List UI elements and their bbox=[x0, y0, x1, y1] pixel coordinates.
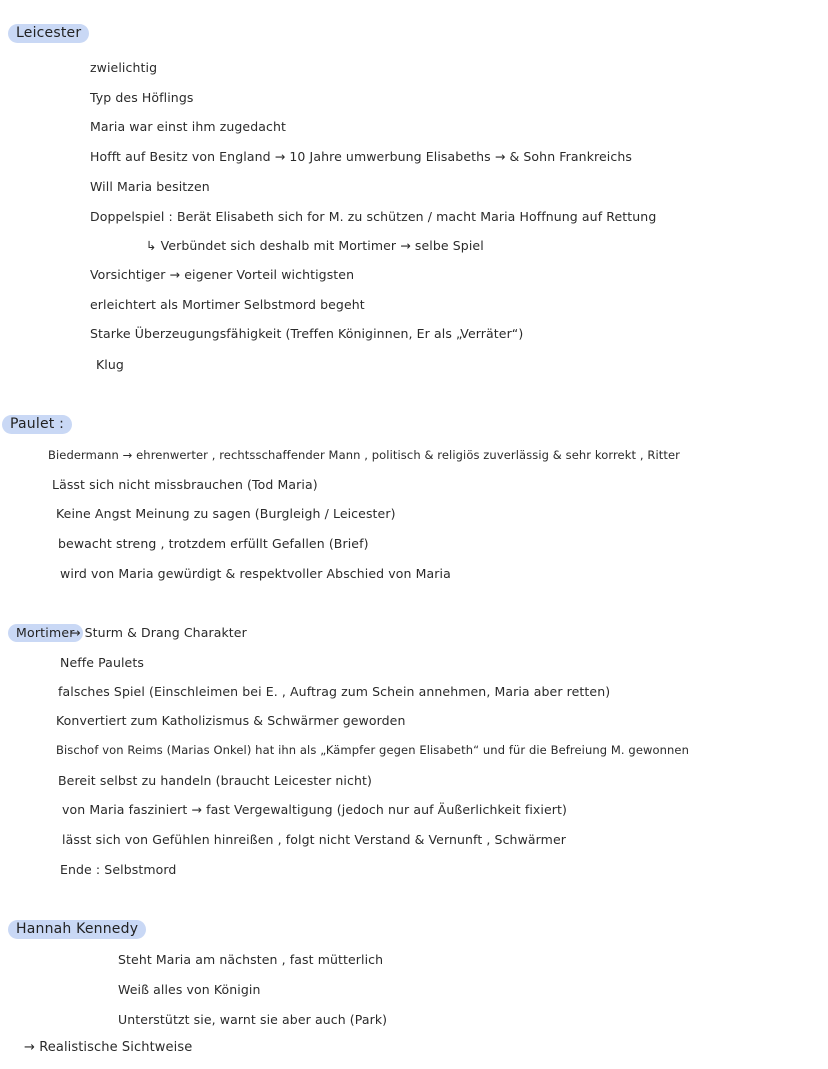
mortimer-line: Konvertiert zum Katholizismus & Schwärmer geworden bbox=[56, 713, 406, 728]
mortimer-line: von Maria fasziniert → fast Vergewaltigung (jedoch nur auf Äußerlichkeit fixiert) bbox=[62, 802, 567, 817]
paulet-line: Keine Angst Meinung zu sagen (Burgleigh / Leicester) bbox=[56, 506, 396, 521]
section-heading-hannah-kennedy: Hannah Kennedy bbox=[8, 920, 146, 939]
leicester-line: Will Maria besitzen bbox=[90, 179, 210, 194]
paulet-line: Lässt sich nicht missbrauchen (Tod Maria) bbox=[52, 477, 318, 492]
paulet-line: wird von Maria gewürdigt & respektvoller Abschied von Maria bbox=[60, 566, 451, 581]
hannah-line: Unterstützt sie, warnt sie aber auch (Park) bbox=[118, 1012, 388, 1027]
mortimer-line: Bischof von Reims (Marias Onkel) hat ihn als „Kämpfer gegen Elisabeth“ und für die Befreiung M. gewonnen bbox=[56, 743, 689, 757]
hannah-conclusion: → Realistische Sichtweise bbox=[24, 1040, 193, 1055]
hannah-line: Weiß alles von Königin bbox=[118, 982, 261, 997]
mortimer-line: lässt sich von Gefühlen hinreißen , folgt nicht Verstand & Vernunft , Schwärmer bbox=[62, 832, 566, 847]
leicester-line: zwielichtig bbox=[90, 60, 158, 75]
leicester-line: Starke Überzeugungsfähigkeit (Treffen Königinnen, Er als „Verräter“) bbox=[90, 326, 524, 341]
leicester-line: Klug bbox=[96, 357, 124, 372]
leicester-line: Maria war einst ihm zugedacht bbox=[90, 119, 287, 134]
mortimer-line: falsches Spiel (Einschleimen bei E. , Auftrag zum Schein annehmen, Maria aber retten) bbox=[58, 684, 611, 699]
section-heading-leicester: Leicester bbox=[8, 24, 89, 43]
section-heading-mortimer: Mortimer bbox=[8, 624, 83, 642]
leicester-line: Hofft auf Besitz von England → 10 Jahre umwerbung Elisabeths → & Sohn Frankreichs bbox=[90, 149, 632, 164]
paulet-line: bewacht streng , trotzdem erfüllt Gefallen (Brief) bbox=[58, 536, 369, 551]
mortimer-line: Ende : Selbstmord bbox=[60, 862, 177, 877]
leicester-subline: ↳ Verbündet sich deshalb mit Mortimer → selbe Spiel bbox=[146, 238, 484, 253]
mortimer-line: Bereit selbst zu handeln (braucht Leicester nicht) bbox=[58, 773, 372, 788]
paulet-line: Biedermann → ehrenwerter , rechtsschaffender Mann , politisch & religiös zuverlässig & sehr korrekt , Ritter bbox=[48, 448, 680, 462]
leicester-line: Doppelspiel : Berät Elisabeth sich for M. zu schützen / macht Maria Hoffnung auf Rettung bbox=[90, 209, 657, 224]
section-heading-paulet: Paulet : bbox=[2, 415, 72, 434]
leicester-line: erleichtert als Mortimer Selbstmord begeht bbox=[90, 297, 365, 312]
leicester-line: Typ des Höflings bbox=[90, 90, 194, 105]
mortimer-subtitle: → Sturm & Drang Charakter bbox=[70, 625, 247, 640]
hannah-line: Steht Maria am nächsten , fast mütterlich bbox=[118, 952, 384, 967]
leicester-line: Vorsichtiger → eigener Vorteil wichtigsten bbox=[90, 267, 355, 282]
mortimer-line: Neffe Paulets bbox=[60, 655, 144, 670]
